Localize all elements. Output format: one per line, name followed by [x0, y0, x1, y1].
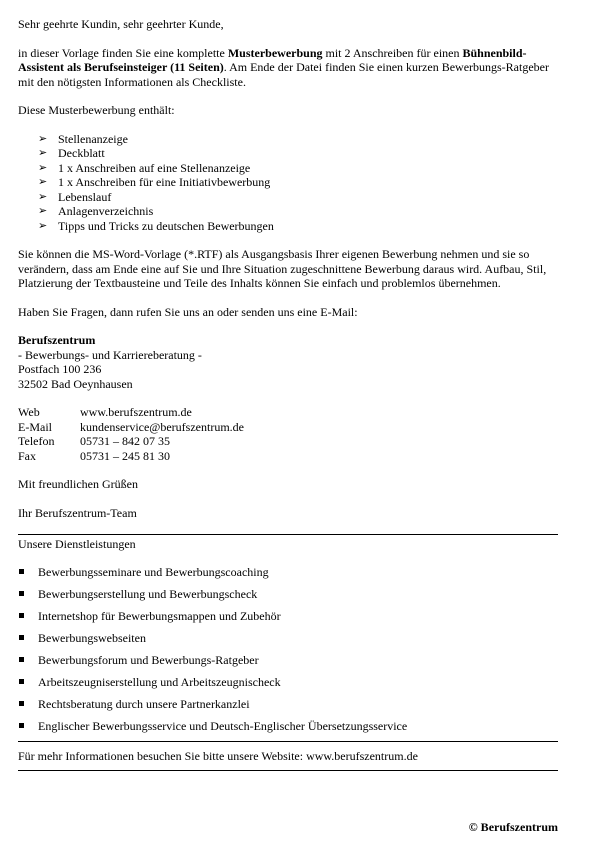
service-item: Bewerbungsforum und Bewerbungs-Ratgeber [18, 653, 558, 675]
service-item: Rechtsberatung durch unsere Partnerkanzlei [18, 697, 558, 719]
company-city: 32502 Bad Oeynhausen [18, 376, 133, 391]
divider [18, 534, 558, 535]
service-item: Internetshop für Bewerbungsmappen und Zubehör [18, 609, 558, 631]
checklist-item: ➢ Lebenslauf [38, 189, 112, 204]
service-item: Arbeitszeugniserstellung und Arbeitszeugnischeck [18, 675, 558, 697]
arrow-bullet-icon: ➢ [38, 219, 48, 232]
usage-paragraph: Sie können die MS-Word-Vorlage (*.RTF) als Ausgangsbasis Ihrer eigenen Bewerbung nehmen und sie so verändern, dass am Ende eine auf Sie und Ihre Situation zugeschnittene Bewerbung daraus wird. Aufbau, Stil, Platzierung der Textbausteine und Teile des Inhalts können Sie einfach und problemlos übernehmen. [18, 247, 547, 290]
company-subtitle: - Bewerbungs- und Karriereberatung - [18, 347, 202, 362]
contact-row-email: E-Mail kundenservice@berufszentrum.de [18, 419, 244, 434]
arrow-bullet-icon: ➢ [38, 161, 48, 174]
arrow-bullet-icon: ➢ [38, 205, 48, 217]
divider [18, 770, 558, 771]
signature: Ihr Berufszentrum-Team [18, 505, 137, 520]
arrow-bullet-icon: ➢ [38, 190, 48, 203]
contact-details [18, 405, 558, 463]
copyright: © Berufszentrum [468, 820, 558, 834]
questions-paragraph: Haben Sie Fragen, dann rufen Sie uns an oder senden uns eine E-Mail: [18, 304, 358, 319]
arrow-bullet-icon: ➢ [38, 147, 48, 159]
service-item: Bewerbungserstellung und Bewerbungscheck [18, 587, 558, 609]
company-name: Berufszentrum [18, 333, 96, 347]
company-address [18, 333, 558, 391]
contact-row-fax: Fax 05731 – 245 81 30 [18, 448, 170, 463]
square-bullet-icon [19, 679, 24, 684]
checklist-item: ➢ Deckblatt [38, 146, 105, 160]
company-street: Postfach 100 236 [18, 362, 102, 376]
square-bullet-icon [19, 591, 24, 596]
contains-label: Diese Musterbewerbung enthält: [18, 103, 175, 117]
intro-bold-position: Bühnenbild-Assistent als Berufseinsteiger (11 Seiten) [18, 45, 527, 74]
checklist-item: ➢ 1 x Anschreiben für eine Initiativbewerbung [38, 175, 271, 189]
salutation: Sehr geehrte Kundin, sehr geehrter Kunde, [18, 17, 224, 31]
services-list [18, 565, 558, 741]
service-item: Bewerbungsseminare und Bewerbungscoaching [18, 565, 558, 587]
closing: Mit freundlichen Grüßen [18, 477, 138, 491]
square-bullet-icon [19, 701, 24, 706]
contact-row-web: Web www.berufszentrum.de [18, 405, 192, 419]
intro-paragraph: in dieser Vorlage finden Sie eine komplette Musterbewerbung mit 2 Anschreiben für einen Bühnenbild-Assistent als Berufseinsteiger (11 Seiten). Am Ende der Datei finden Sie einen kurzen Bewerbungs-Ratgeber mit den nötigsten Informationen als Checkliste. [18, 45, 549, 89]
footer-website-line: Für mehr Informationen besuchen Sie bitte unsere Website: www.berufszentrum.de [18, 748, 418, 763]
arrow-bullet-icon: ➢ [38, 176, 48, 188]
service-item: Bewerbungswebseiten [18, 631, 558, 653]
checklist-item: ➢ 1 x Anschreiben auf eine Stellenanzeige [38, 160, 251, 175]
service-item: Englischer Bewerbungsservice und Deutsch-Englischer Übersetzungsservice [18, 719, 558, 741]
square-bullet-icon [19, 635, 24, 640]
arrow-bullet-icon: ➢ [38, 132, 48, 145]
square-bullet-icon [19, 657, 24, 662]
document-page [18, 17, 558, 771]
intro-bold-product: Musterbewerbung [227, 45, 323, 60]
square-bullet-icon [19, 569, 24, 574]
contact-row-phone: Telefon 05731 – 842 07 35 [18, 434, 170, 448]
divider [18, 741, 558, 742]
square-bullet-icon [19, 613, 24, 618]
email-link[interactable]: kundenservice@berufszentrum.de [80, 419, 244, 434]
square-bullet-icon [19, 723, 24, 728]
web-link[interactable]: www.berufszentrum.de [80, 405, 192, 419]
services-title: Unsere Dienstleistungen [18, 537, 136, 551]
checklist [18, 132, 558, 234]
checklist-item: ➢ Stellenanzeige [38, 131, 128, 146]
checklist-item: ➢ Tipps und Tricks zu deutschen Bewerbungen [38, 218, 274, 233]
checklist-item: ➢ Anlagenverzeichnis [38, 204, 154, 218]
